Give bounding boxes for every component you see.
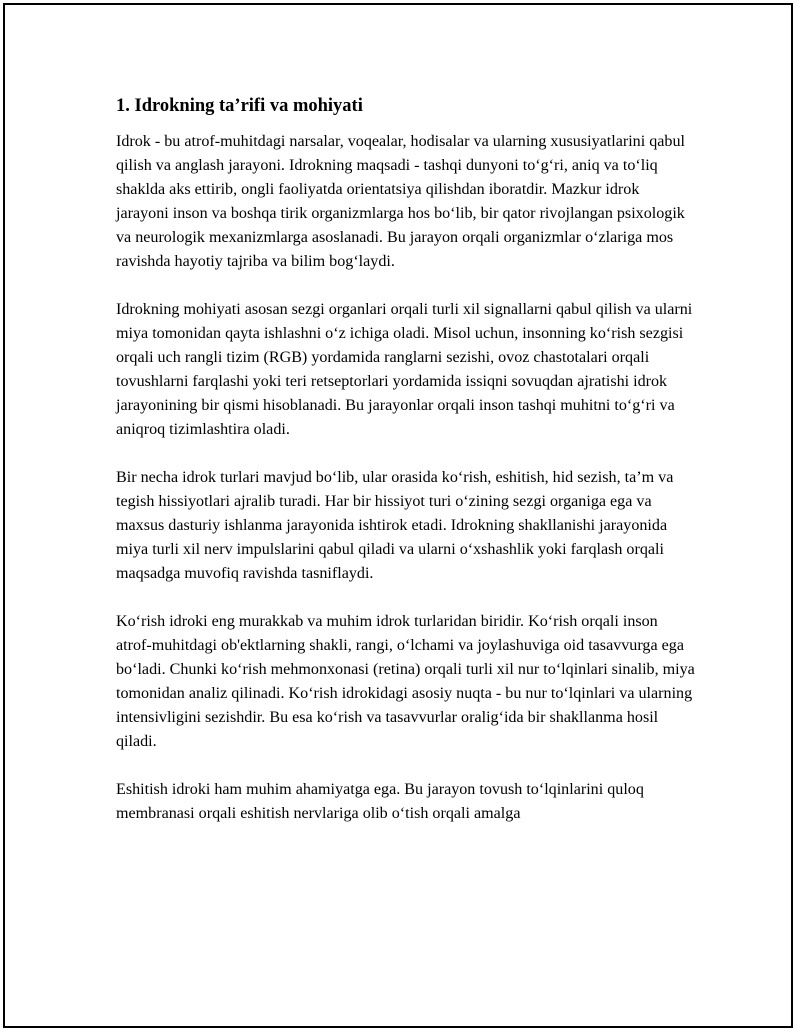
paragraph-essence: Idrokning mohiyati asosan sezgi organlari orqali turli xil signallarni qabul qilish va ularni miya tomonidan qayta ishlashni o‘z ichiga oladi. Misol uchun, insonning ko‘rish sezgisi orqali uch rangli tizim (RGB) yordamida ranglarni sezishi, ovoz chastotalari orqali tovushlarni farqlashi yoki teri retseptorlari yordamida issiqni sovuqdan ajratishi idrok jarayonining bir qismi hisoblanadi. Bu jarayonlar orqali inson tashqi muhitni to‘g‘ri va aniqroq tizimlashtira oladi.: [116, 301, 693, 438]
paragraph-definition: Idrok - bu atrof-muhitdagi narsalar, voqealar, hodisalar va ularning xususiyatlarini qabul qilish va anglash jarayoni. Idrokning maqsadi - tashqi dunyoni to‘g‘ri, aniq va to‘liq shaklda aks ettirib, ongli faoliyatda orientatsiya qilishdan iboratdir. Mazkur idrok jarayoni inson va boshqa tirik organizmlarga hos bo‘lib, bir qator rivojlangan psixologik va neurologik mexanizmlarga asoslanadi. Bu jarayon orqali organizmlar o‘zlariga mos ravishda hayotiy tajriba va bilim bog‘laydi.: [116, 133, 685, 270]
paragraph-visual-perception: Ko‘rish idroki eng murakkab va muhim idrok turlaridan biridir. Ko‘rish orqali inson atrof-muhitdagi ob'ektlarning shakli, rangi, o‘lchami va joylashuviga oid tasavvurga ega bo‘ladi. Chunki ko‘rish mehmonxonasi (retina) orqali turli xil nur to‘lqinlari sinalib, miya tomonidan analiz qilinadi. Ko‘rish idrokidagi asosiy nuqta - bu nur to‘lqinlari va ularning intensivligini sezishdir. Bu esa ko‘rish va tasavvurlar oralig‘ida bir shakllanma hosil qiladi.: [116, 613, 695, 750]
document-body: [116, 94, 696, 850]
paragraph-auditory-perception: Eshitish idroki ham muhim ahamiyatga ega. Bu jarayon tovush to‘lqinlarini quloq membranasi orqali eshitish nervlariga olib o‘tish orqali amalga: [116, 781, 644, 822]
section-heading: 1. Idrokning ta’rifi va mohiyati: [116, 96, 363, 116]
paragraph-types: Bir necha idrok turlari mavjud bo‘lib, ular orasida ko‘rish, eshitish, hid sezish, ta’m va tegish hissiyotlari ajralib turadi. Har bir hissiyot turi o‘zining sezgi organiga ega va maxsus dasturiy ishlanma jarayonida ishtirok etadi. Idrokning shakllanishi jarayonida miya turli xil nerv impulslarini qabul qiladi va ularni o‘xshashlik yoki farqlash orqali maqsadga muvofiq ravishda tasniflaydi.: [116, 469, 674, 582]
